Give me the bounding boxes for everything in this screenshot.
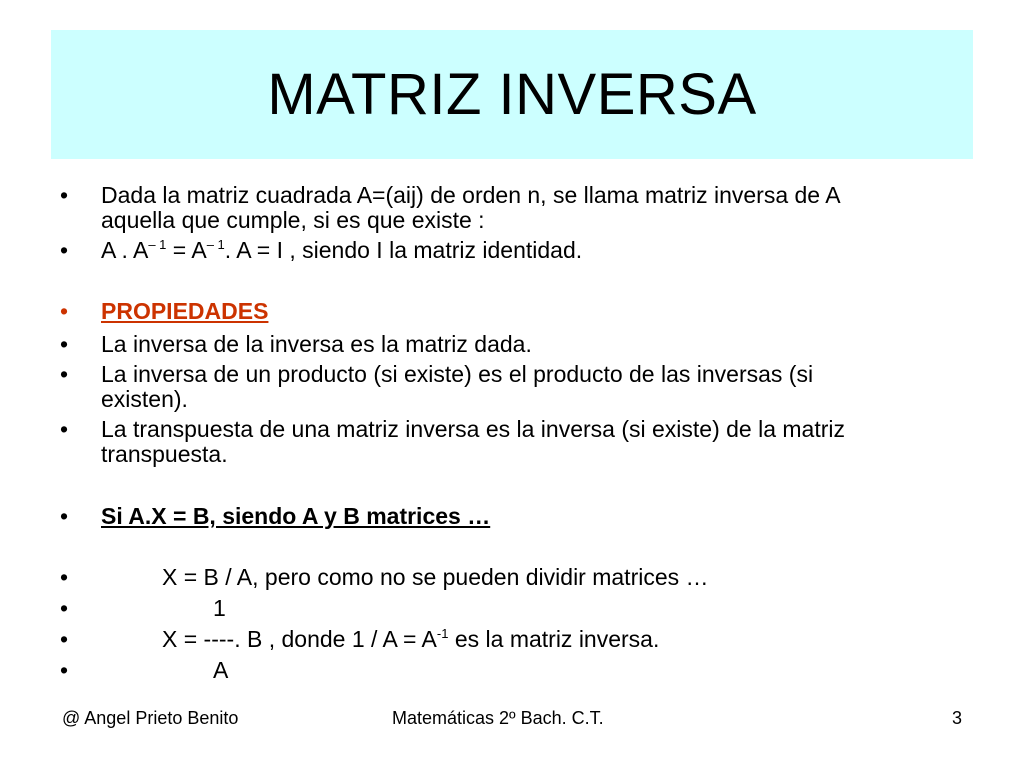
- bullet-dot: •: [60, 595, 69, 621]
- definition-line-2: aquella que cumple, si es que existe :: [101, 207, 485, 233]
- prop-1-text: La inversa de la inversa es la matriz dada.: [101, 331, 532, 357]
- bullet-dot: •: [60, 237, 69, 263]
- propiedades-heading: PROPIEDADES: [101, 298, 269, 324]
- bullet-dot: •: [60, 182, 69, 208]
- numerator-text: 1: [213, 595, 226, 621]
- slide-title: MATRIZ INVERSA: [267, 62, 757, 127]
- bullet-dot: •: [60, 331, 69, 357]
- denominator-text: A: [213, 657, 229, 683]
- bullet-dot: •: [60, 626, 69, 652]
- x1-text: X = B / A, pero como no se pueden dividir matrices …: [162, 564, 709, 590]
- footer-course: Matemáticas 2º Bach. C.T.: [392, 708, 604, 728]
- si-heading: Si A.X = B, siendo A y B matrices …: [101, 503, 491, 529]
- x2-text: X = ----. B , donde $1 / A = A^{-1}$ es la matriz inversa.: [162, 626, 660, 652]
- footer-author: @ Angel Prieto Benito: [62, 708, 239, 728]
- footer-page-number: 3: [952, 708, 963, 728]
- bullet-dot: •: [60, 503, 69, 529]
- prop-2-line-2: existen).: [101, 386, 188, 412]
- bullet-dot: •: [60, 416, 69, 442]
- prop-3-line-1: La transpuesta de una matriz inversa es la inversa (si existe) de la matriz: [101, 416, 845, 442]
- definition-line-1: Dada la matriz cuadrada A=(aij) de orden n, se llama matriz inversa de A: [101, 182, 841, 208]
- prop-2-line-1: La inversa de un producto (si existe) es el producto de las inversas (si: [101, 361, 814, 387]
- prop-3-line-2: transpuesta.: [101, 441, 228, 467]
- bullet-dot: •: [60, 361, 69, 387]
- bullet-dot: •: [60, 657, 69, 683]
- bullet-dot: •: [60, 564, 69, 590]
- equation-text: A . $A^{- 1} = A^{- 1}$. A = I , siendo I la matriz identidad.: [101, 237, 583, 263]
- bullet-dot: •: [60, 298, 69, 324]
